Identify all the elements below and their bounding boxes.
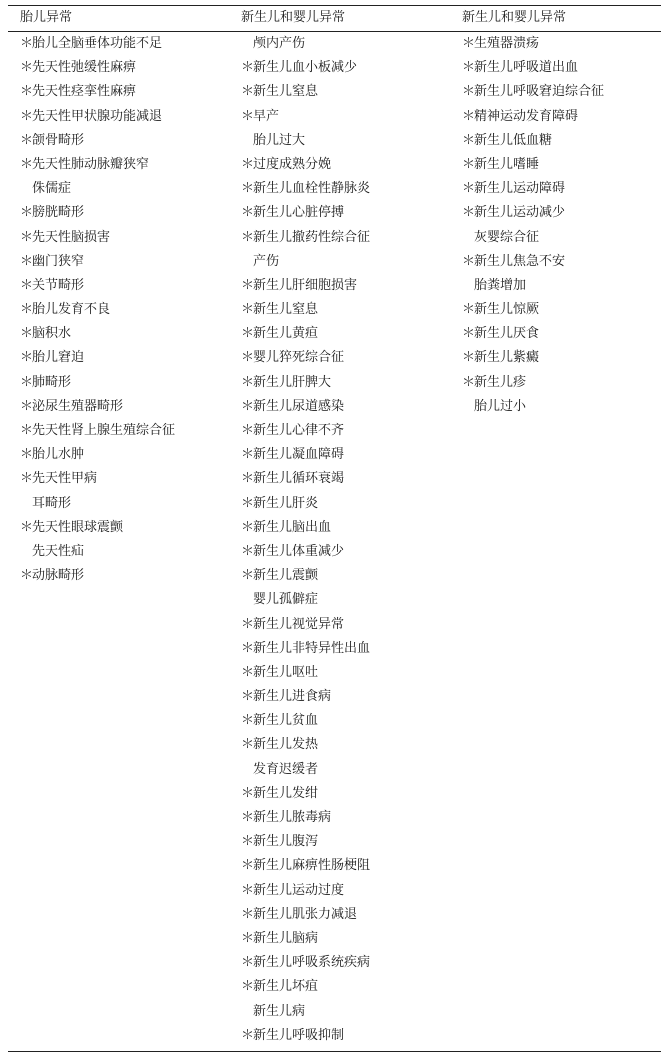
list-item-text: 新生儿坏疽 bbox=[253, 979, 319, 995]
list-item bbox=[20, 540, 175, 564]
asterisk-marker: ＊ bbox=[241, 640, 255, 656]
asterisk-marker: ＊ bbox=[241, 568, 255, 584]
list-item bbox=[241, 395, 370, 419]
list-item-text: 先天性疝 bbox=[32, 543, 85, 559]
list-item bbox=[20, 322, 175, 346]
list-item bbox=[241, 903, 370, 927]
list-item bbox=[462, 250, 604, 274]
asterisk-marker: ＊ bbox=[20, 253, 34, 269]
list-item-text: 过度成熟分娩 bbox=[253, 156, 332, 172]
list-item-text: 胎儿窘迫 bbox=[32, 350, 85, 366]
list-item-text: 新生儿肝炎 bbox=[253, 495, 319, 511]
list-item-text: 关节畸形 bbox=[32, 277, 85, 293]
asterisk-marker: ＊ bbox=[462, 350, 476, 366]
asterisk-marker: ＊ bbox=[20, 374, 34, 390]
asterisk-marker: ＊ bbox=[241, 616, 255, 632]
table-bottom-rule bbox=[8, 1051, 661, 1052]
list-item bbox=[241, 80, 370, 104]
list-item-text: 新生儿病 bbox=[253, 1003, 306, 1019]
asterisk-marker: ＊ bbox=[241, 1027, 255, 1043]
list-item-text: 胎粪增加 bbox=[474, 277, 527, 293]
list-item bbox=[462, 395, 604, 419]
list-item bbox=[462, 153, 604, 177]
asterisk-marker: ＊ bbox=[241, 229, 255, 245]
asterisk-marker: ＊ bbox=[241, 858, 255, 874]
asterisk-marker: ＊ bbox=[241, 60, 255, 76]
list-item-text: 先天性痉挛性麻痹 bbox=[32, 84, 137, 100]
asterisk-marker: ＊ bbox=[241, 423, 255, 438]
list-item bbox=[241, 250, 370, 274]
asterisk-marker: ＊ bbox=[241, 882, 255, 898]
list-item-text: 新生儿肝脾大 bbox=[253, 374, 332, 390]
asterisk-marker: ＊ bbox=[241, 906, 255, 922]
asterisk-marker: ＊ bbox=[20, 108, 34, 124]
list-item-text: 先天性肺动脉瓣狭窄 bbox=[32, 156, 150, 172]
list-item-text: 耳畸形 bbox=[32, 495, 72, 511]
list-item bbox=[462, 371, 604, 395]
asterisk-marker: ＊ bbox=[241, 543, 255, 559]
asterisk-marker: ＊ bbox=[20, 350, 34, 366]
list-item-text: 新生儿心脏停搏 bbox=[253, 205, 345, 221]
list-item-text: 新生儿肝细胞损害 bbox=[253, 277, 358, 293]
column-neonatal-2 bbox=[462, 32, 604, 419]
asterisk-marker: ＊ bbox=[20, 132, 34, 148]
list-item-text: 新生儿运动障碍 bbox=[474, 181, 566, 197]
list-item-text: 新生儿发绀 bbox=[253, 785, 319, 801]
asterisk-marker: ＊ bbox=[20, 568, 34, 584]
list-item-text: 新生儿呼吸道出血 bbox=[474, 60, 579, 76]
asterisk-marker: ＊ bbox=[20, 447, 34, 463]
list-item bbox=[462, 177, 604, 201]
list-item bbox=[20, 80, 175, 104]
asterisk-marker: ＊ bbox=[241, 713, 255, 729]
list-item bbox=[20, 419, 175, 443]
asterisk-marker: ＊ bbox=[20, 519, 34, 535]
list-item-text: 先天性弛缓性麻痹 bbox=[32, 60, 137, 76]
list-item-text: 先天性甲状腺功能减退 bbox=[32, 108, 163, 124]
list-item-text: 新生儿紫癜 bbox=[474, 350, 540, 366]
asterisk-marker: ＊ bbox=[20, 60, 34, 76]
list-item-text: 新生儿视觉异常 bbox=[253, 616, 345, 632]
list-item bbox=[241, 782, 370, 806]
asterisk-marker: ＊ bbox=[20, 302, 34, 318]
list-item-text: 生殖器溃疡 bbox=[474, 36, 540, 51]
asterisk-marker: ＊ bbox=[20, 423, 34, 438]
list-item-text: 新生儿窒息 bbox=[253, 84, 319, 100]
list-item bbox=[20, 201, 175, 225]
asterisk-marker: ＊ bbox=[462, 132, 476, 148]
asterisk-marker: ＊ bbox=[241, 156, 255, 172]
list-item bbox=[462, 105, 604, 129]
list-item-text: 婴儿孤僻症 bbox=[253, 592, 319, 608]
asterisk-marker: ＊ bbox=[241, 326, 255, 342]
asterisk-marker: ＊ bbox=[241, 181, 255, 197]
list-item bbox=[241, 758, 370, 782]
list-item bbox=[462, 322, 604, 346]
list-item-text: 新生儿撤药性综合征 bbox=[253, 229, 371, 245]
list-item-text: 新生儿呼吸抑制 bbox=[253, 1027, 345, 1043]
asterisk-marker: ＊ bbox=[241, 834, 255, 850]
asterisk-marker: ＊ bbox=[20, 471, 34, 487]
list-item-text: 动脉畸形 bbox=[32, 568, 85, 584]
asterisk-marker: ＊ bbox=[462, 60, 476, 76]
asterisk-marker: ＊ bbox=[462, 302, 476, 318]
list-item-text: 膀胱畸形 bbox=[32, 205, 85, 221]
list-item bbox=[241, 226, 370, 250]
list-item bbox=[20, 32, 175, 56]
asterisk-marker: ＊ bbox=[241, 810, 255, 825]
list-item-text: 新生儿运动过度 bbox=[253, 882, 345, 898]
asterisk-marker: ＊ bbox=[241, 398, 255, 414]
list-item-text: 新生儿脓毒病 bbox=[253, 810, 332, 825]
list-item-text: 幽门狭窄 bbox=[32, 253, 85, 269]
list-item bbox=[241, 1024, 370, 1048]
asterisk-marker: ＊ bbox=[241, 955, 255, 971]
asterisk-marker: ＊ bbox=[20, 156, 34, 172]
list-item bbox=[20, 564, 175, 588]
list-item-text: 胎儿过小 bbox=[474, 398, 527, 414]
list-item bbox=[241, 951, 370, 975]
list-item-text: 新生儿血小板减少 bbox=[253, 60, 358, 76]
list-item bbox=[241, 830, 370, 854]
column-neonatal-1 bbox=[241, 32, 370, 1048]
list-item bbox=[241, 419, 370, 443]
list-item bbox=[241, 32, 370, 56]
column-header-neonatal-2: 新生儿和婴儿异常 bbox=[462, 10, 567, 25]
asterisk-marker: ＊ bbox=[20, 84, 34, 100]
list-item-text: 胎儿水肿 bbox=[32, 447, 85, 463]
asterisk-marker: ＊ bbox=[241, 471, 255, 487]
list-item bbox=[241, 443, 370, 467]
list-item-text: 新生儿进食病 bbox=[253, 689, 332, 705]
list-item-text: 新生儿脑病 bbox=[253, 930, 319, 946]
list-item bbox=[241, 516, 370, 540]
asterisk-marker: ＊ bbox=[462, 326, 476, 342]
list-item-text: 新生儿震颤 bbox=[253, 568, 319, 584]
list-item bbox=[241, 105, 370, 129]
asterisk-marker: ＊ bbox=[241, 495, 255, 511]
asterisk-marker: ＊ bbox=[241, 664, 255, 680]
asterisk-marker: ＊ bbox=[462, 36, 476, 51]
list-item bbox=[462, 226, 604, 250]
asterisk-marker: ＊ bbox=[20, 36, 34, 51]
list-item bbox=[20, 129, 175, 153]
list-item-text: 先天性眼球震颤 bbox=[32, 519, 124, 535]
list-item-text: 产伤 bbox=[253, 253, 280, 269]
list-item bbox=[241, 540, 370, 564]
column-header-fetal: 胎儿异常 bbox=[20, 10, 73, 25]
list-item bbox=[241, 879, 370, 903]
asterisk-marker: ＊ bbox=[241, 84, 255, 100]
list-item-text: 新生儿腹泻 bbox=[253, 834, 319, 850]
list-item bbox=[20, 250, 175, 274]
list-item-text: 新生儿呼吸窘迫综合征 bbox=[474, 84, 605, 100]
list-item bbox=[241, 927, 370, 951]
list-item bbox=[462, 298, 604, 322]
list-item bbox=[241, 274, 370, 298]
asterisk-marker: ＊ bbox=[462, 156, 476, 172]
list-item-text: 新生儿运动减少 bbox=[474, 205, 566, 221]
list-item-text: 新生儿窒息 bbox=[253, 302, 319, 318]
asterisk-marker: ＊ bbox=[20, 326, 34, 342]
list-item bbox=[241, 661, 370, 685]
asterisk-marker: ＊ bbox=[20, 205, 34, 221]
list-item-text: 新生儿凝血障碍 bbox=[253, 447, 345, 463]
list-item bbox=[462, 274, 604, 298]
list-item bbox=[241, 371, 370, 395]
list-item-text: 先天性脑损害 bbox=[32, 229, 111, 245]
list-item-text: 新生儿呕吐 bbox=[253, 664, 319, 680]
list-item bbox=[20, 105, 175, 129]
list-item bbox=[20, 395, 175, 419]
list-item bbox=[241, 298, 370, 322]
list-item-text: 精神运动发育障碍 bbox=[474, 108, 579, 124]
list-item bbox=[462, 346, 604, 370]
list-item bbox=[241, 588, 370, 612]
list-item bbox=[20, 226, 175, 250]
list-item bbox=[462, 56, 604, 80]
asterisk-marker: ＊ bbox=[241, 205, 255, 221]
list-item-text: 新生儿血栓性静脉炎 bbox=[253, 181, 371, 197]
list-item-text: 早产 bbox=[253, 108, 280, 124]
list-item-text: 胎儿过大 bbox=[253, 132, 306, 148]
list-item bbox=[20, 346, 175, 370]
list-item bbox=[241, 467, 370, 491]
list-item-text: 婴儿猝死综合征 bbox=[253, 350, 345, 366]
list-item-text: 新生儿麻痹性肠梗阻 bbox=[253, 858, 371, 874]
asterisk-marker: ＊ bbox=[241, 737, 255, 753]
asterisk-marker: ＊ bbox=[20, 398, 34, 414]
asterisk-marker: ＊ bbox=[241, 277, 255, 293]
list-item-text: 侏儒症 bbox=[32, 181, 72, 197]
list-item bbox=[20, 371, 175, 395]
list-item-text: 胎儿全脑垂体功能不足 bbox=[32, 36, 163, 51]
list-item bbox=[241, 56, 370, 80]
list-item-text: 新生儿厌食 bbox=[474, 326, 540, 342]
list-item-text: 新生儿发热 bbox=[253, 737, 319, 753]
list-item bbox=[241, 201, 370, 225]
asterisk-marker: ＊ bbox=[241, 979, 255, 995]
list-item bbox=[20, 492, 175, 516]
asterisk-marker: ＊ bbox=[462, 253, 476, 269]
asterisk-marker: ＊ bbox=[241, 350, 255, 366]
list-item-text: 脑积水 bbox=[32, 326, 72, 342]
list-item-text: 新生儿黄疸 bbox=[253, 326, 319, 342]
asterisk-marker: ＊ bbox=[241, 930, 255, 946]
list-item bbox=[20, 153, 175, 177]
asterisk-marker: ＊ bbox=[20, 277, 34, 293]
list-item bbox=[20, 177, 175, 201]
list-item bbox=[241, 564, 370, 588]
list-item bbox=[462, 32, 604, 56]
list-item bbox=[241, 153, 370, 177]
list-item bbox=[241, 1000, 370, 1024]
list-item-text: 颅内产伤 bbox=[253, 36, 306, 51]
list-item-text: 胎儿发育不良 bbox=[32, 302, 111, 318]
list-item-text: 颌骨畸形 bbox=[32, 132, 85, 148]
list-item bbox=[241, 685, 370, 709]
list-item bbox=[241, 975, 370, 999]
list-item-text: 新生儿肌张力减退 bbox=[253, 906, 358, 922]
list-item-text: 新生儿体重减少 bbox=[253, 543, 345, 559]
list-item bbox=[462, 201, 604, 225]
list-item bbox=[241, 709, 370, 733]
list-item-text: 新生儿贫血 bbox=[253, 713, 319, 729]
list-item bbox=[20, 56, 175, 80]
list-item bbox=[241, 322, 370, 346]
list-item bbox=[20, 274, 175, 298]
asterisk-marker: ＊ bbox=[20, 229, 34, 245]
list-item bbox=[462, 80, 604, 104]
asterisk-marker: ＊ bbox=[241, 108, 255, 124]
list-item bbox=[20, 443, 175, 467]
asterisk-marker: ＊ bbox=[462, 84, 476, 100]
list-item-text: 发育迟缓者 bbox=[253, 761, 319, 777]
column-header-neonatal-1: 新生儿和婴儿异常 bbox=[241, 10, 346, 25]
column-fetal bbox=[20, 32, 175, 588]
asterisk-marker: ＊ bbox=[241, 519, 255, 535]
list-item-text: 新生儿低血糖 bbox=[474, 132, 553, 148]
asterisk-marker: ＊ bbox=[462, 108, 476, 124]
table-top-rule bbox=[8, 5, 661, 6]
list-item-text: 新生儿非特异性出血 bbox=[253, 640, 371, 656]
list-item bbox=[20, 298, 175, 322]
list-item bbox=[241, 854, 370, 878]
list-item-text: 新生儿嗜睡 bbox=[474, 156, 540, 172]
list-item-text: 灰婴综合征 bbox=[474, 229, 540, 245]
list-item-text: 新生儿惊厥 bbox=[474, 302, 540, 318]
asterisk-marker: ＊ bbox=[241, 302, 255, 318]
list-item bbox=[241, 613, 370, 637]
list-item bbox=[241, 177, 370, 201]
list-item-text: 新生儿循环衰竭 bbox=[253, 471, 345, 487]
asterisk-marker: ＊ bbox=[241, 785, 255, 801]
list-item-text: 新生儿疹 bbox=[474, 374, 527, 390]
list-item-text: 先天性甲病 bbox=[32, 471, 98, 487]
asterisk-marker: ＊ bbox=[462, 181, 476, 197]
list-item-text: 先天性肾上腺生殖综合征 bbox=[32, 423, 176, 438]
list-item-text: 肺畸形 bbox=[32, 374, 72, 390]
list-item bbox=[462, 129, 604, 153]
list-item-text: 新生儿焦急不安 bbox=[474, 253, 566, 269]
list-item-text: 新生儿尿道感染 bbox=[253, 398, 345, 414]
asterisk-marker: ＊ bbox=[462, 205, 476, 221]
list-item-text: 新生儿心律不齐 bbox=[253, 423, 345, 438]
list-item bbox=[20, 516, 175, 540]
list-item-text: 泌尿生殖器畸形 bbox=[32, 398, 124, 414]
asterisk-marker: ＊ bbox=[241, 447, 255, 463]
list-item bbox=[241, 637, 370, 661]
asterisk-marker: ＊ bbox=[241, 689, 255, 705]
list-item bbox=[241, 806, 370, 830]
list-item bbox=[241, 129, 370, 153]
list-item-text: 新生儿脑出血 bbox=[253, 519, 332, 535]
asterisk-marker: ＊ bbox=[462, 374, 476, 390]
list-item bbox=[241, 492, 370, 516]
list-item bbox=[241, 346, 370, 370]
list-item bbox=[20, 467, 175, 491]
list-item-text: 新生儿呼吸系统疾病 bbox=[253, 955, 371, 971]
asterisk-marker: ＊ bbox=[241, 374, 255, 390]
list-item bbox=[241, 733, 370, 757]
